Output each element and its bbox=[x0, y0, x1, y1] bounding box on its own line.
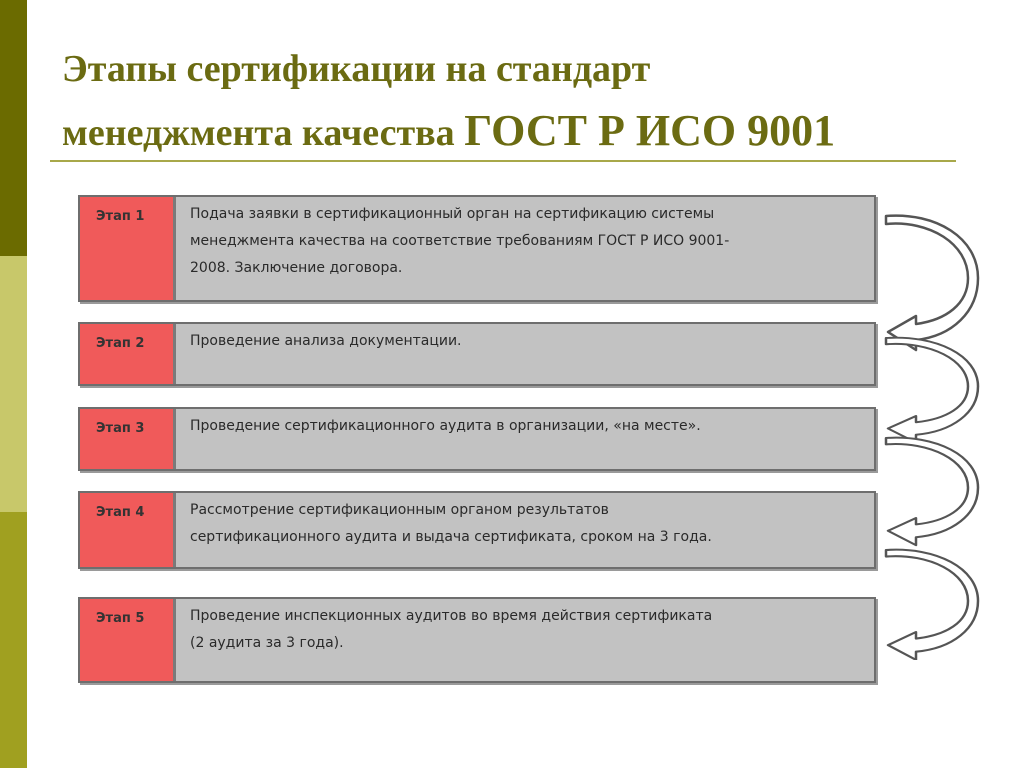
stage-description bbox=[176, 324, 874, 384]
stage-description bbox=[176, 197, 874, 300]
stage-4 bbox=[78, 491, 876, 569]
slide-title bbox=[62, 38, 962, 164]
sidebar-stripe-light bbox=[0, 256, 27, 512]
stage-label: Этап 3 bbox=[80, 409, 176, 469]
stage-text-line: Подача заявки в сертификационный орган на сертификацию системы bbox=[190, 206, 715, 222]
title-divider bbox=[50, 160, 956, 162]
stage-text-line: менеджмента качества на соответствие требованиям ГОСТ Р ИСО 9001- bbox=[190, 233, 730, 249]
stage-3 bbox=[78, 407, 876, 471]
title-line-2 bbox=[62, 100, 962, 164]
stage-text-line: Проведение анализа документации. bbox=[190, 333, 462, 349]
title-line-1: Этапы сертификации на стандарт bbox=[62, 48, 651, 90]
sidebar-stripe-dark bbox=[0, 0, 27, 256]
stage-5 bbox=[78, 597, 876, 683]
stage-label: Этап 2 bbox=[80, 324, 176, 384]
curved-arrow-icon bbox=[886, 216, 978, 350]
curved-arrows bbox=[880, 210, 980, 660]
curved-arrow-icon bbox=[886, 338, 978, 443]
stage-label: Этап 1 bbox=[80, 197, 176, 300]
title-line-2-part-2: ГОСТ Р ИСО 9001 bbox=[464, 106, 836, 155]
stage-text-line: Проведение инспекционных аудитов во время действия сертификата bbox=[190, 608, 713, 624]
stage-label: Этап 4 bbox=[80, 493, 176, 567]
stage-text-line: (2 аудита за 3 года). bbox=[190, 635, 344, 651]
stage-label: Этап 5 bbox=[80, 599, 176, 681]
stage-1 bbox=[78, 195, 876, 302]
stage-2 bbox=[78, 322, 876, 386]
stage-text-line: Рассмотрение сертификационным органом результатов bbox=[190, 502, 609, 518]
title-line-2-part-1: менеджмента качества bbox=[62, 112, 465, 154]
stage-text-line: 2008. Заключение договора. bbox=[190, 260, 403, 276]
stage-text-line: Проведение сертификационного аудита в организации, «на месте». bbox=[190, 418, 701, 434]
sidebar-stripe-mid bbox=[0, 512, 27, 768]
stage-description bbox=[176, 409, 874, 469]
stage-text-line: сертификационного аудита и выдача сертификата, сроком на 3 года. bbox=[190, 529, 712, 545]
stage-description bbox=[176, 493, 874, 567]
curved-arrow-icon bbox=[886, 550, 978, 660]
stage-description bbox=[176, 599, 874, 681]
curved-arrow-icon bbox=[886, 438, 978, 546]
